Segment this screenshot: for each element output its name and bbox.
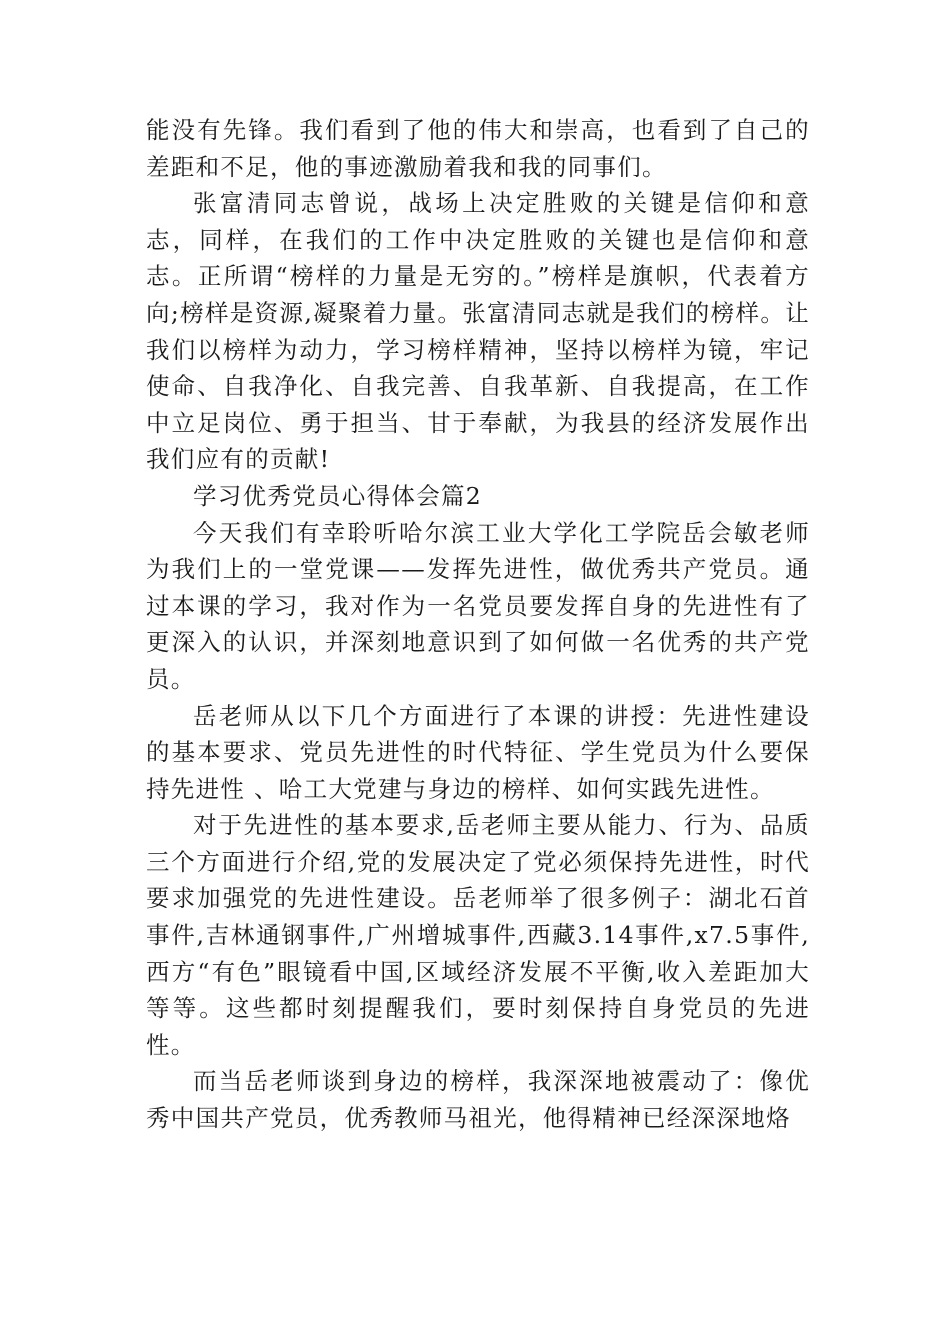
- paragraph-zhang-fuqing: 张富清同志曾说，战场上决定胜败的关键是信仰和意志，同样，在我们的工作中决定胜败的关键也是信仰和意志。正所谓“榜样的力量是无穷的。”榜样是旗帜，代表着方向;榜样是资源,凝聚着力量。张富清同志就是我们的榜样。让我们以榜样为动力，学习榜样精神，坚持以榜样为镜，牢记使命、自我净化、自我完善、自我革新、自我提高，在工作中立足岗位、勇于担当、甘于奉献，为我县的经济发展作出我们应有的贡献!: [146, 189, 810, 474]
- paragraph-basic-requirements: 对于先进性的基本要求,岳老师主要从能力、行为、品质三个方面进行介绍,党的发展决定了党必须保持先进性，时代要求加强党的先进性建设。岳老师举了很多例子：湖北石首事件,吉林通钢事件,广州增城事件,西藏3.14事件,x7.5事件,西方“有色”眼镜看中国,区域经济发展不平衡,收入差距加大等等。这些都时刻提醒我们，要时刻保持自身党员的先进性。: [146, 811, 810, 1059]
- paragraph-lecture-topics: 岳老师从以下几个方面进行了本课的讲授：先进性建设的基本要求、党员先进性的时代特征、学生党员为什么要保持先进性 、哈工大党建与身边的榜样、如何实践先进性。: [146, 701, 810, 803]
- section-heading: 学习优秀党员心得体会篇2: [193, 481, 483, 510]
- paragraph-continuation: 能没有先锋。我们看到了他的伟大和崇高，也看到了自己的差距和不足，他的事迹激励着我和我的同事们。: [146, 116, 810, 181]
- paragraph-role-models: 而当岳老师谈到身边的榜样，我深深地被震动了：像优秀中国共产党员，优秀教师马祖光，他得精神已经深深地烙: [146, 1067, 810, 1133]
- paragraph-party-lesson: 今天我们有幸聆听哈尔滨工业大学化工学院岳会敏老师为我们上的一堂党课——发挥先进性，做优秀共产党员。通过本课的学习，我对作为一名党员要发挥自身的先进性有了更深入的认识，并深刻地意识到了如何做一名优秀的共产党员。: [146, 518, 810, 693]
- document-body: [146, 112, 810, 1137]
